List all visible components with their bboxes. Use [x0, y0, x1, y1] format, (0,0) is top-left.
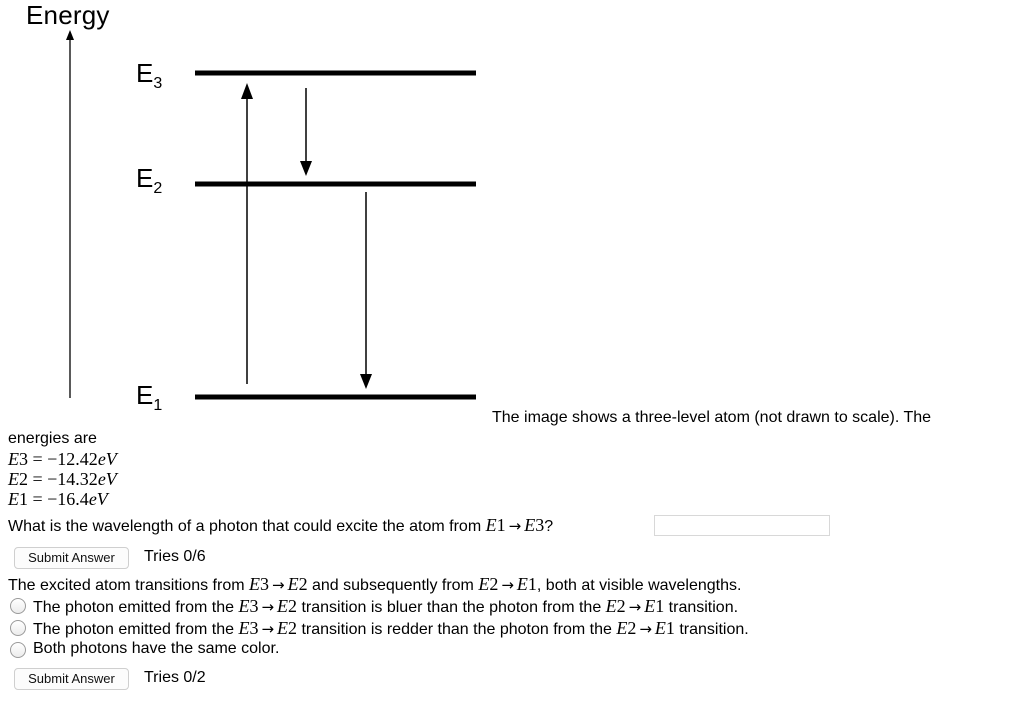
energy-value-e3: E3 = −12.42eV	[8, 449, 117, 469]
option-label: The photon emitted from the E3 → E2 transition is bluer than the photon from the E2 → E1 transition.	[33, 596, 739, 616]
radio-button[interactable]	[10, 642, 26, 658]
energy-axis-title: Energy	[26, 0, 110, 30]
radio-button[interactable]	[10, 598, 26, 614]
option-label: The photon emitted from the E3 → E2 transition is redder than the photon from the E2 → E1 transition.	[33, 618, 749, 638]
arrowhead-down-1	[300, 161, 312, 176]
question-1-text: What is the wavelength of a photon that could excite the atom from E1 → E3?	[8, 515, 554, 535]
submit-answer-button-2[interactable]: Submit Answer	[14, 668, 129, 690]
energy-axis-arrowhead	[66, 30, 74, 40]
arrowhead-down-2	[360, 374, 372, 389]
energy-level-diagram	[0, 0, 520, 420]
radio-button[interactable]	[10, 620, 26, 636]
description-line-2: energies are	[8, 430, 97, 447]
level-label-e3: $E_3$	[136, 58, 163, 92]
diagram-graphics	[0, 0, 520, 420]
description-line-1: The image shows a three-level atom (not drawn to scale). The	[492, 409, 932, 426]
energy-value-e1: E1 = −16.4eV	[8, 489, 108, 509]
tries-counter-1: Tries 0/6	[144, 548, 206, 565]
energy-value-e2: E2 = −14.32eV	[8, 469, 117, 489]
submit-answer-button-1[interactable]: Submit Answer	[14, 547, 129, 569]
question-2-text: The excited atom transitions from E3 → E2 and subsequently from E2 → E1, both at visible wavelengths.	[8, 574, 742, 594]
tries-counter-2: Tries 0/2	[144, 669, 206, 686]
arrowhead-up	[241, 83, 253, 99]
option-label: Both photons have the same color.	[33, 640, 280, 657]
level-label-e1: $E_1$	[136, 380, 163, 414]
wavelength-answer-input[interactable]	[654, 515, 830, 536]
level-label-e2: $E_2$	[136, 163, 163, 197]
